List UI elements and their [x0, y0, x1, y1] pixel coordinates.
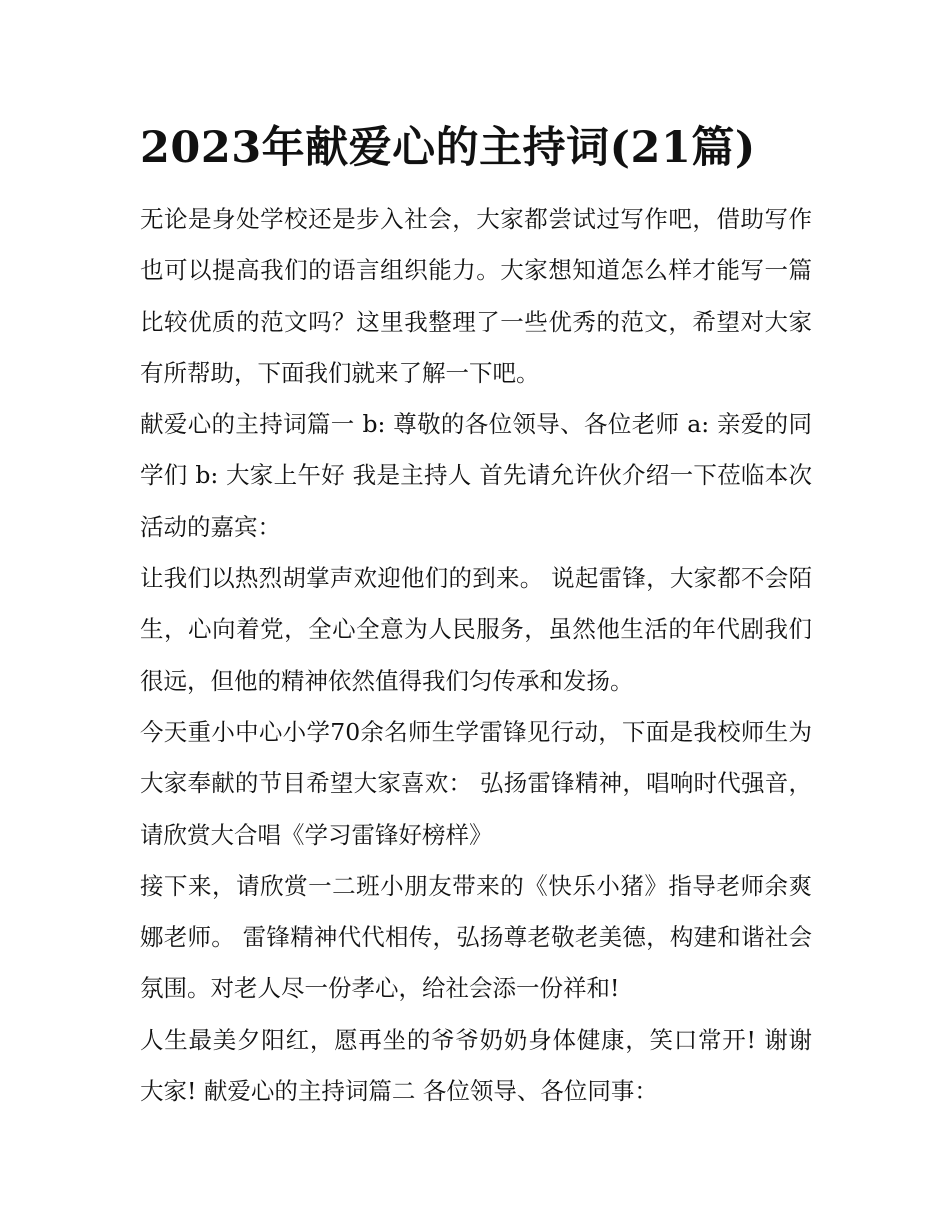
- document-page: [140, 118, 812, 1117]
- paragraph-intro: 无论是身处学校还是步入社会，大家都尝试过写作吧，借助写作也可以提高我们的语言组织能力。大家想知道怎么样才能写一篇比较优质的范文吗？这里我整理了一些优秀的范文，希望对大家有所帮助，下面我们就来了解一下吧。: [140, 205, 812, 387]
- document-title: 2023年献爱心的主持词(21篇): [140, 123, 756, 173]
- paragraph-welcome: 让我们以热烈胡掌声欢迎他们的到来。 说起雷锋，大家都不会陌生，心向着党，全心全意为人民服务，虽然他生活的年代剧我们很远，但他的精神依然值得我们匀传承和发扬。: [140, 564, 812, 695]
- paragraph-next-program: 接下来，请欣赏一二班小朋友带来的《快乐小猪》指导老师余爽娜老师。 雷锋精神代代相传，弘扬尊老敬老美德，构建和谐社会氛围。对老人尽一份孝心，给社会添一份祥和!: [140, 871, 812, 1003]
- paragraph-host-opening: 献爱心的主持词篇一 b: 尊敬的各位领导、各位老师 a: 亲爱的同学们 b: 大家上午好 我是主持人 首先请允许伙介绍一下莅临本次活动的嘉宾：: [140, 410, 812, 541]
- paragraph-performance-intro: 今天重小中心小学70余名师生学雷锋见行动，下面是我校师生为大家奉献的节目希望大家喜欢： 弘扬雷锋精神，唱响时代强音，请欣赏大合唱《学习雷锋好榜样》: [140, 717, 812, 849]
- paragraph-closing: 人生最美夕阳红，愿再坐的爷爷奶奶身体健康，笑口常开! 谢谢大家! 献爱心的主持词篇二 各位领导、各位同事：: [140, 1025, 812, 1106]
